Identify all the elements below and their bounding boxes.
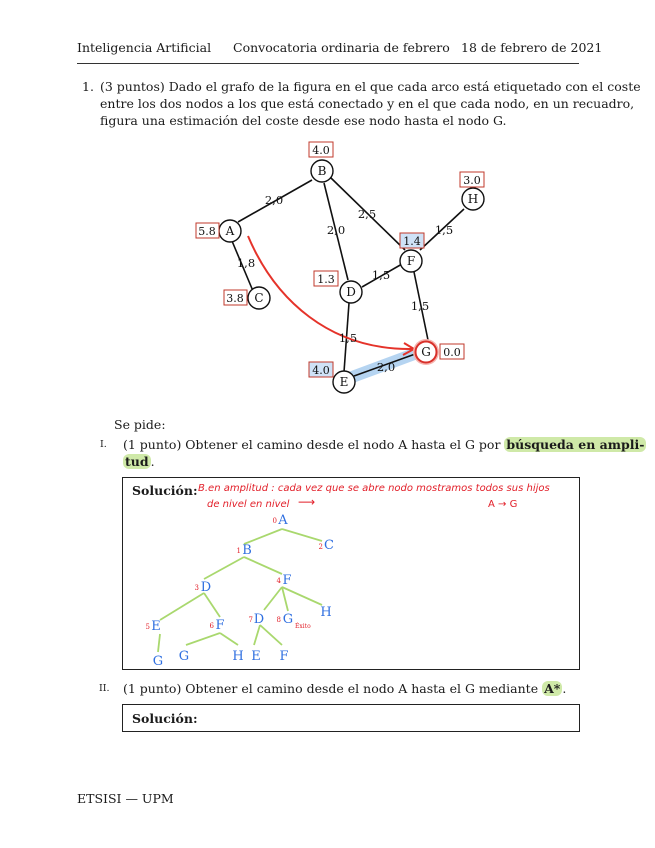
tree-edge [254,625,260,645]
edge-cost-b-d: 2,0 [326,223,346,237]
tree-order-a: 0 [272,517,277,525]
tree-node-a: A [278,513,288,528]
tree-node-g3: G [178,649,190,664]
part1-text-a: (1 punto) Obtener el camino desde el nodo A hasta el G por [123,437,505,452]
solution2-label: Solución: [132,711,198,726]
edge-cost-h-f: 1,5 [434,223,454,237]
h-value-e: 4.0 [312,364,330,377]
question-text-line3: figura una estimación del coste desde ese nodo hasta el nodo G. [100,113,507,128]
tree-order-f: 4 [276,577,281,585]
tree-edge [244,529,282,544]
node-label-b: B [317,164,327,178]
bfs-tree [122,477,578,668]
h-value-f: 1.4 [403,235,421,248]
h-value-c: 3.8 [226,292,244,305]
question-number: 1. [82,79,94,94]
node-label-d: D [346,285,356,299]
solution1-note-line1: B.en amplitud : cada vez que se abre nodo mostramos todos sus hijos [198,483,550,494]
tree-goal-note: Éxito [295,623,311,630]
tree-node-h: H [320,605,332,620]
h-value-d: 1.3 [317,273,335,286]
course-title: Inteligencia Artificial [77,40,212,55]
node-label-g: G [421,345,431,359]
exam-date: 18 de febrero de 2021 [461,40,603,55]
tree-node-d2: D [253,612,265,627]
part1-text-line2 [123,453,155,471]
node-label-a: A [225,224,235,238]
tree-order-g: 8 [276,616,281,624]
tree-edge [282,587,288,611]
edge-cost-a-b: 2,0 [264,193,284,207]
tree-order-b: 1 [236,547,241,555]
tree-node-c: C [324,538,334,553]
part2-text-a: (1 punto) Obtener el camino desde el nodo A hasta el G mediante [123,681,543,696]
part1-text [123,436,646,454]
node-label-c: C [254,291,264,305]
node-label-f: F [406,254,416,268]
edge-cost-d-e: 1,5 [338,331,358,345]
tree-order-f2: 6 [209,622,214,630]
tree-node-e: E [151,619,161,634]
node-label-h: H [467,192,479,206]
exam-title: Convocatoria ordinaria de febrero [233,40,450,55]
tree-edge [264,587,282,610]
tree-node-d: D [200,580,212,595]
edge-cost-f-g: 1,5 [410,299,430,313]
tree-node-g2: G [152,654,164,668]
tree-node-f3: F [279,649,289,664]
part2-number: II. [99,683,110,694]
tree-node-f: F [282,573,292,588]
part2-keyword: A* [544,681,561,696]
tree-order-e: 5 [145,623,150,631]
h-value-a: 5.8 [198,225,216,238]
edge-cost-e-g: 2,0 [376,360,396,374]
tree-node-h2: H [232,649,244,664]
tree-order-c: 2 [318,543,323,551]
part1-keyword-b: tud [125,454,149,469]
tree-node-b: B [242,543,252,558]
tree-edge [158,634,160,652]
part1-number: I. [100,439,107,450]
se-pide: Se pide: [114,417,166,432]
tree-order-d: 3 [194,584,199,592]
footer: ETSISI — UPM [77,791,174,806]
h-value-h: 3.0 [463,174,481,187]
graph-figure [0,0,655,400]
part2-text [123,680,566,698]
node-label-e: E [339,375,349,389]
tree-order-d2: 7 [248,616,253,624]
tree-edge [160,593,204,620]
question-text-line2: entre los dos nodos a los que está conectado y en el que cada nodo, en un recuadro, [100,96,635,111]
h-value-g: 0.0 [443,346,461,359]
solution1-arrow: ⟶ [298,495,316,509]
tree-node-e2: E [251,649,261,664]
tree-node-f2: F [215,618,225,633]
tree-edge [204,593,220,617]
part1-keyword-a: búsqueda en ampli- [506,437,645,452]
solution1-label: Solución: [132,483,198,498]
question-text-line1: (3 puntos) Dado el grafo de la figura en el que cada arco está etiquetado con el coste [100,79,641,94]
edge-cost-d-f: 1,5 [371,268,391,282]
tree-edge [204,557,244,579]
tree-edge [282,587,322,605]
h-value-b: 4.0 [312,144,330,157]
tree-edge [186,633,220,645]
tree-edge [260,625,282,645]
tree-edge [282,529,322,541]
red-path-arrow [248,236,412,349]
solution1-path: A → G [488,499,518,510]
edge-cost-b-f: 2,5 [357,207,377,221]
edge-cost-a-c: 1,8 [236,256,256,270]
tree-node-g: G [282,612,294,627]
solution1-note-line2: de nivel en nivel [207,499,290,510]
part2-text-b: . [562,681,567,696]
part1-text-b: . [150,454,155,469]
tree-edge [244,557,282,574]
tree-edge [220,633,238,645]
